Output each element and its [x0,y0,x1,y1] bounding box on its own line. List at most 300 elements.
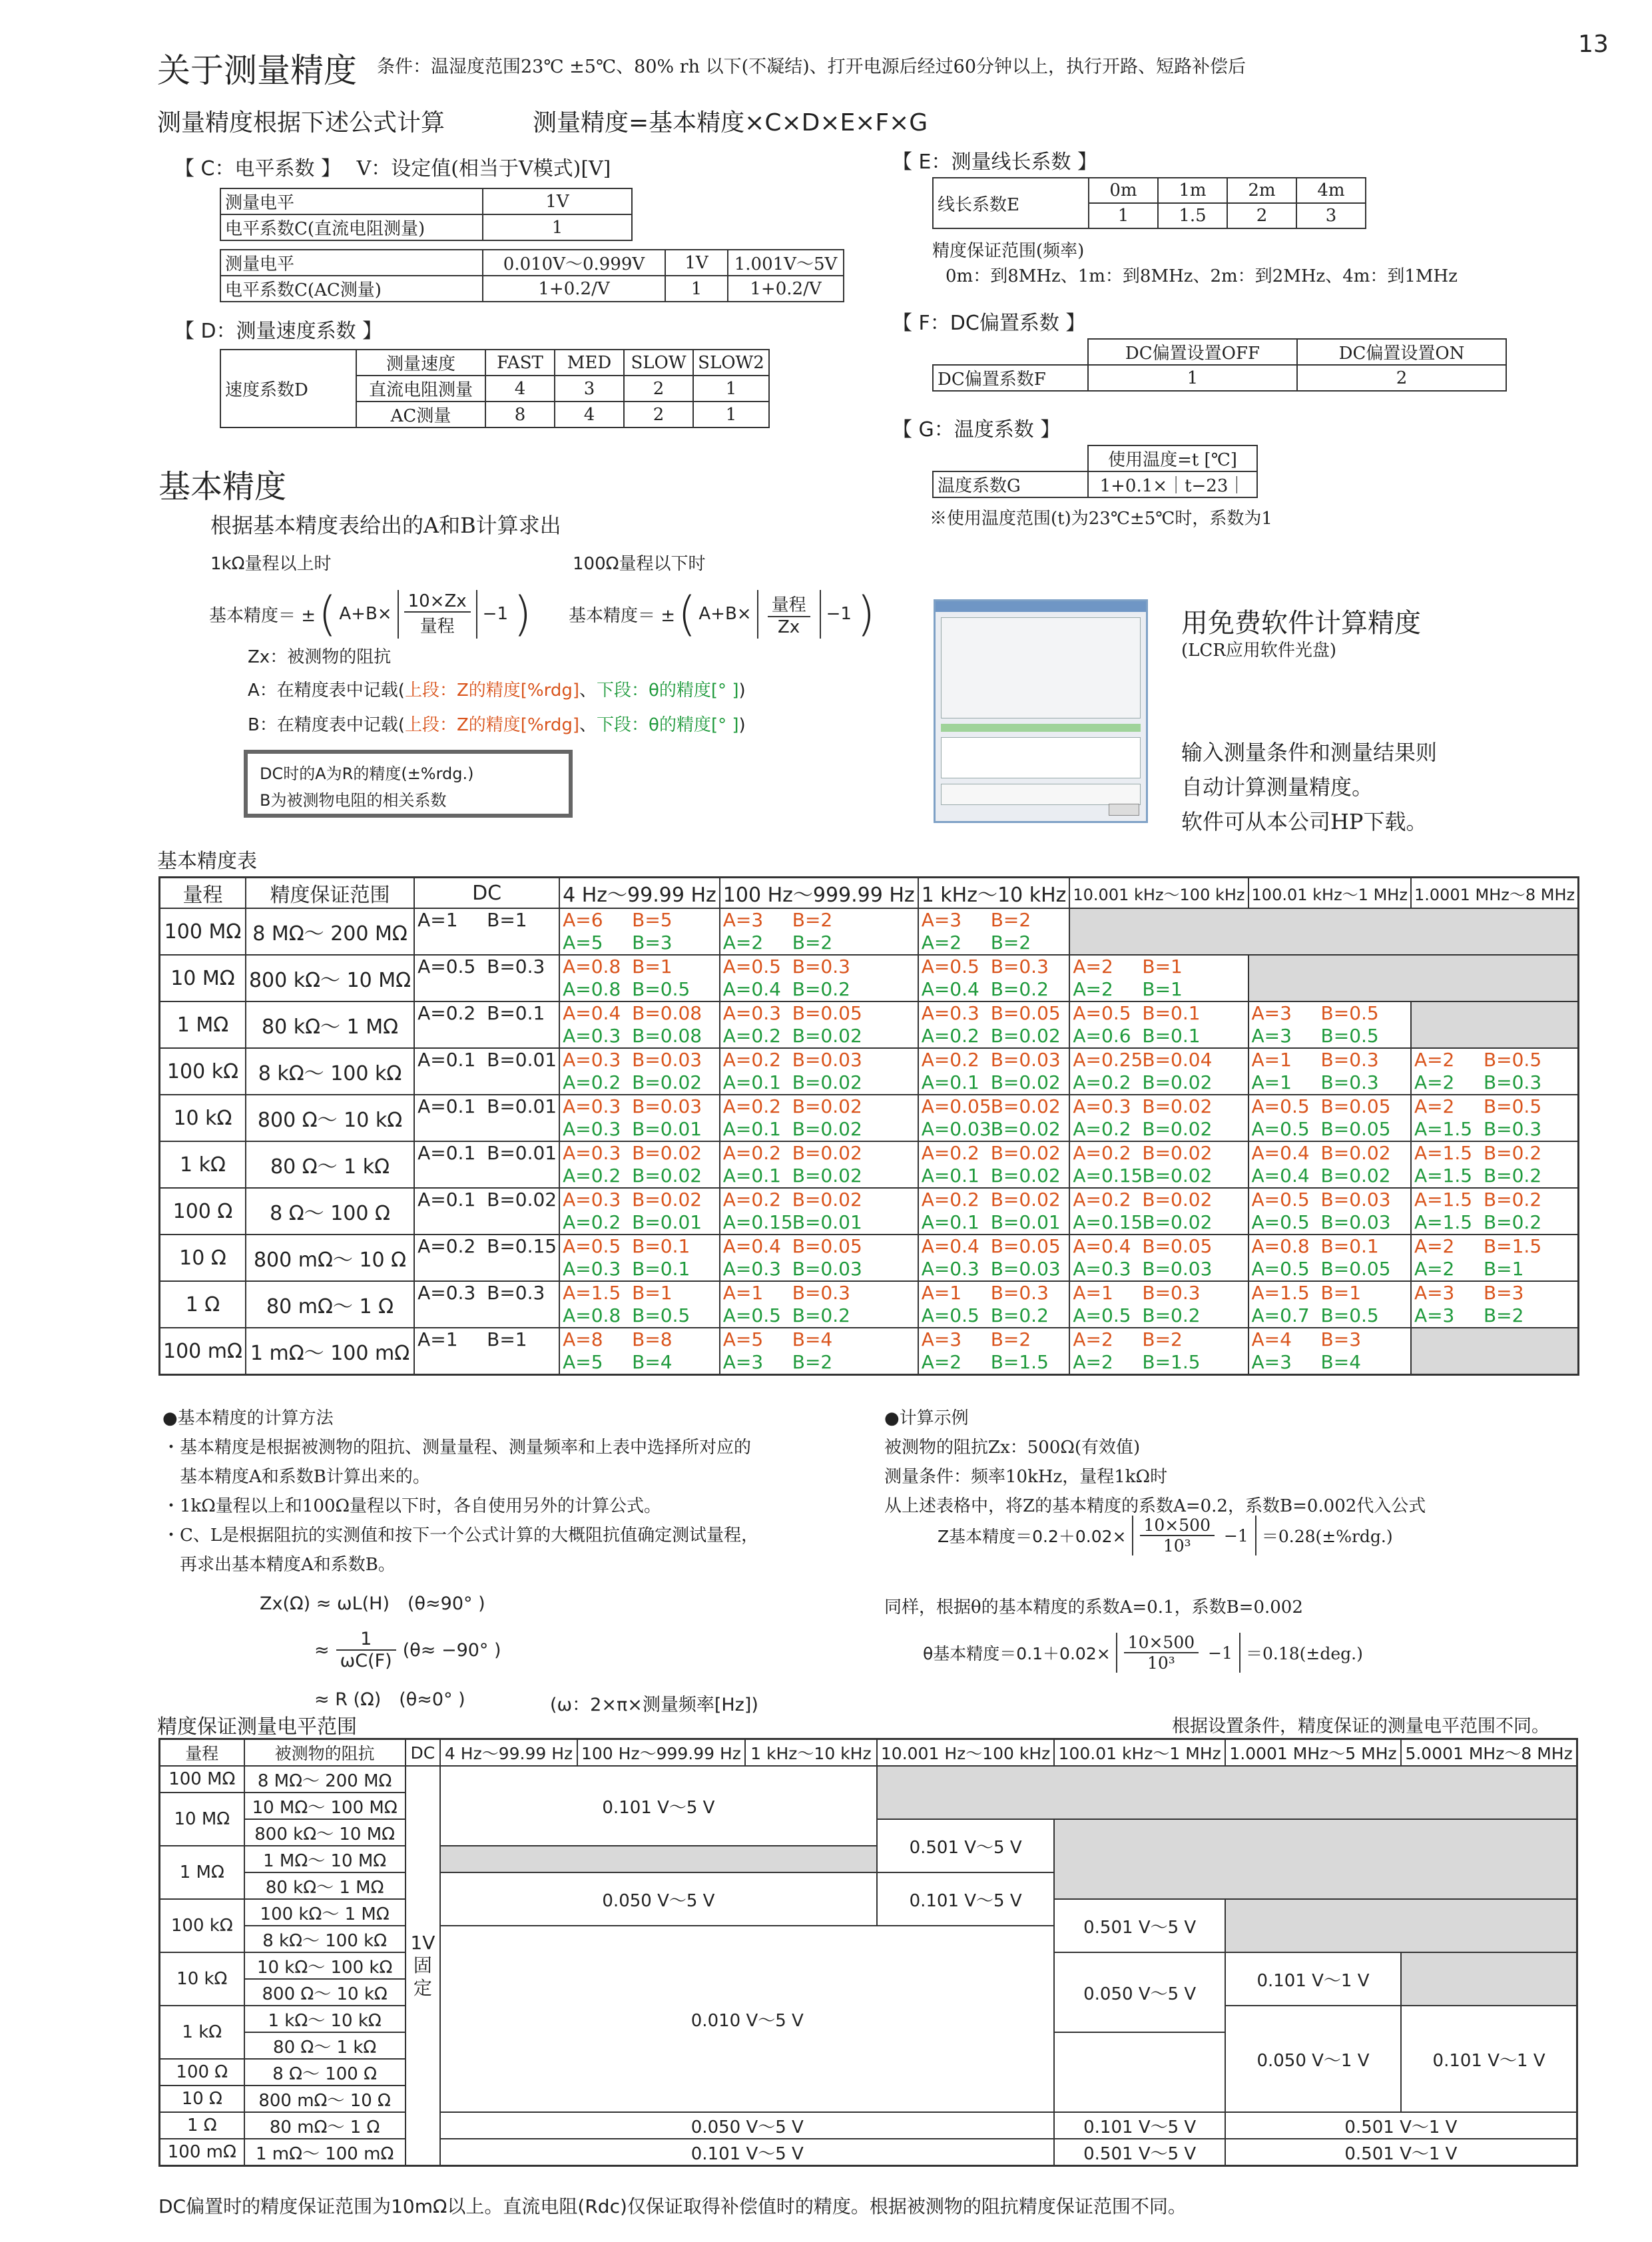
bat-cell [559,1141,720,1188]
z-a: A=0.5 [722,956,781,978]
cell: 2 [624,402,693,427]
theta-a: A=0.5 [722,1304,781,1326]
bat-cell-na [1248,955,1579,1001]
bat-cell [414,1001,559,1048]
theta-a: A=3 [1251,1351,1292,1373]
bat-header: 1.0001 MHz～8 MHz [1411,878,1579,909]
minus-one: −1 [1208,1643,1233,1663]
z-b: B=0.02 [990,1095,1061,1117]
theta-b: B=3 [632,932,673,954]
bat-header: 精度保证范围 [246,878,414,909]
z-a: A=0.8 [563,956,621,978]
z-a: A=0.2 [722,1095,781,1117]
cell: DC偏置设置ON [1297,339,1506,365]
cell: 4 [485,376,555,402]
cell: 4m [1296,178,1366,203]
theta-a: A=0.5 [1251,1118,1310,1140]
bat-cell [414,1235,559,1281]
bat-cell [720,1235,918,1281]
z-a: A=8 [563,1328,603,1350]
dc-b: B=0.3 [487,1282,545,1304]
theta-a: A=0.3 [722,1258,781,1280]
cell: 温度系数G [933,471,1088,497]
theta-b: B=0.02 [632,1071,702,1093]
window-panel [941,617,1141,718]
bat-cell [720,1141,918,1188]
cell: 直流电阻测量 [356,376,485,402]
label-100-range: 100Ω量程以下时 [573,554,706,574]
cell: 测量电平 [220,250,483,276]
dc-note-line2: B为被测物电阻的相关系数 [260,791,447,810]
c-level-table-ac [220,249,844,302]
calc-method-line: ・C、L是根据阻抗的实测值和按下一个公式计算的大概阻抗值确定测试量程， [162,1526,759,1545]
cell: DC偏置系数F [933,365,1088,391]
lvl-range: 1 MΩ [160,1846,244,1899]
theta-a: A=0.3 [563,1258,621,1280]
theta-b: B=4 [1320,1351,1362,1373]
theta-b: B=0.02 [792,1165,862,1187]
cell: 2 [1297,365,1506,391]
bat-cell [918,955,1070,1001]
bat-cell [1248,1188,1411,1235]
bat-header: 100 Hz～999.99 Hz [720,878,918,909]
theta-b: B=2 [990,932,1031,954]
bat-cell [1248,1281,1411,1328]
bat-cell: 8 MΩ～ 200 MΩ [246,908,414,955]
lvl-header: 1 kHz～10 kHz [745,1739,877,1767]
cell: 1V [483,188,632,214]
theta-b: B=0.2 [792,978,850,1000]
dc-a: A=0.2 [417,1235,476,1257]
theta-a: A=0.03 [921,1118,991,1140]
frac-den: 量程 [419,616,455,637]
cell: 1 [693,402,769,427]
bat-cell [559,1235,720,1281]
theta-a: A=0.2 [722,1025,781,1047]
z-b: B=0.03 [1320,1189,1391,1211]
z-b: B=0.08 [632,1002,702,1024]
lvl-cell: 0.101 V～1 V [1401,2006,1577,2112]
theta-b: B=0.03 [990,1258,1061,1280]
formula-main: 测量精度=基本精度×C×D×E×F×G [533,109,928,137]
bat-cell [918,1048,1070,1095]
lvl-header: 1.0001 MHz～5 MHz [1225,1739,1401,1767]
cell [933,445,1088,471]
theta-b: B=0.02 [1320,1165,1391,1187]
theta-a: A=0.1 [722,1118,781,1140]
z-b: B=4 [792,1328,833,1350]
approx-formula-1: Zx(Ω) ≈ ωL(H) (θ≈90° ) [260,1593,485,1614]
theta-b: B=0.2 [792,1304,850,1326]
theta-a: A=0.5 [1073,1304,1131,1326]
software-title: 用免费软件计算精度 [1181,608,1421,639]
example-theta-intro: 同样，根据θ的基本精度的系数A=0.1，系数B=0.002 [884,1597,1303,1617]
cell: 测量电平 [220,188,483,214]
bat-cell: 80 kΩ～ 1 MΩ [246,1001,414,1048]
theta-b: B=0.01 [632,1211,702,1233]
lvl-cell: 0.010 V～5 V [440,1926,1054,2112]
lvl-imp: 100 kΩ～ 1 MΩ [244,1899,406,1926]
z-b: B=0.02 [990,1142,1061,1164]
dc-a: A=0.1 [417,1049,476,1071]
z-a: A=3 [722,909,764,931]
a-note-prefix: A：在精度表中记载( [248,681,405,701]
lvl-dc-fixed: 1V 固 定 [406,1766,440,2166]
frac-den: Zx [777,617,800,637]
bat-cell-na [1411,1001,1579,1048]
z-a: A=4 [1251,1328,1292,1350]
cell: 1 [693,376,769,402]
lvl-header: DC [406,1739,440,1767]
abs-bars [398,590,477,639]
z-b: B=1 [632,1282,673,1304]
z-b: B=3 [1483,1282,1524,1304]
theta-a: A=0.5 [1251,1258,1310,1280]
theta-a: A=0.3 [921,1258,979,1280]
z-a: A=0.4 [921,1235,979,1257]
bat-cell [414,1048,559,1095]
z-b: B=1 [1142,956,1183,978]
window-button [1109,804,1139,816]
bat-cell [918,1328,1070,1375]
cell: 1+0.2/V [728,276,844,302]
theta-a: A=5 [563,1351,603,1373]
lvl-cell: 0.101 V～5 V [440,2139,1054,2166]
cell: 0.010V～0.999V [483,250,665,276]
bat-cell [559,1188,720,1235]
lvl-cell: 0.050 V～5 V [440,1872,877,1926]
formula-lhs: 基本精度＝ ± [569,605,676,626]
theta-b: B=0.2 [1483,1211,1542,1233]
theta-b: B=0.5 [632,978,690,1000]
minus-one: −1 [826,604,852,624]
formula-ab: A+B× [698,604,752,624]
paren-open: ( [318,587,337,641]
calc-method-line: ・基本精度是根据被测物的阻抗、测量量程、测量频率和上表中选择所对应的 [162,1438,752,1458]
minus-one: −1 [1223,1526,1248,1545]
theta-b: B=0.02 [1142,1118,1213,1140]
theta-a: A=0.2 [921,1025,979,1047]
bat-cell: 100 mΩ [160,1328,246,1375]
formula-ab: A+B× [339,604,392,624]
bat-cell [1248,1095,1411,1141]
theta-a: A=2 [1414,1258,1455,1280]
theta-b: B=1.5 [990,1351,1049,1373]
theta-b: B=0.5 [632,1304,690,1326]
bat-cell [559,908,720,955]
minus-one: −1 [482,604,508,624]
z-a: A=0.2 [921,1142,979,1164]
lvl-cell-na [1225,1899,1577,1952]
bat-cell [1069,955,1248,1001]
theta-b: B=1.5 [1142,1351,1201,1373]
bat-cell [720,1328,918,1375]
bat-cell [1069,1095,1248,1141]
theta-a: A=0.15 [722,1211,793,1233]
lvl-imp: 10 kΩ～ 100 kΩ [244,1952,406,1979]
lvl-imp: 80 Ω～ 1 kΩ [244,2032,406,2059]
example-line: 被测物的阻抗Zx：500Ω(有效值) [884,1438,1141,1458]
theta-a: A=0.2 [563,1071,621,1093]
bat-cell [1069,1281,1248,1328]
cell: 1+0.1×｜t−23｜ [1088,471,1257,497]
software-subtitle: (LCR应用软件光盘) [1181,641,1337,661]
z-a: A=0.5 [563,1235,621,1257]
cell: MED [555,350,624,376]
cell: 3 [555,376,624,402]
z-a: A=2 [1414,1095,1455,1117]
lvl-range: 10 Ω [160,2086,244,2112]
z-b: B=0.3 [1320,1049,1379,1071]
theta-b: B=2 [792,1351,833,1373]
cell: 1 [665,276,728,302]
cell: 1+0.2/V [483,276,665,302]
lower-note: 下段：θ的精度[° ] [597,715,739,735]
lvl-cell: 0.101 V～5 V [877,1872,1055,1926]
theta-a: A=0.5 [921,1304,979,1326]
bat-cell [1069,1328,1248,1375]
lvl-footer: DC偏置时的精度保证范围为10mΩ以上。直流电阻(Rdc)仅保证取得补偿值时的精度。根据被测物的阻抗精度保证范围不同。 [158,2195,1187,2217]
upper-note: 上段：Z的精度[%rdg] [404,715,580,735]
frac-den: ωC(F) [340,1651,392,1671]
lvl-header: 5.0001 MHz～8 MHz [1401,1739,1577,1767]
cell: FAST [485,350,555,376]
theta-a: A=1.5 [1414,1118,1473,1140]
e-length-table [932,177,1366,229]
bat-cell [1248,1001,1411,1048]
lvl-imp: 8 kΩ～ 100 kΩ [244,1926,406,1952]
bat-cell [1069,1141,1248,1188]
theta-b: B=0.05 [1320,1118,1391,1140]
example-title: ●计算示例 [884,1408,969,1428]
frac-num: 10×500 [1140,1516,1215,1536]
theta-a: A=0.15 [1073,1165,1143,1187]
z-b: B=0.05 [1142,1235,1213,1257]
bat-cell [1248,1328,1411,1375]
lvl-header: 100.01 kHz～1 MHz [1054,1739,1225,1767]
z-a: A=0.2 [722,1142,781,1164]
z-a: A=0.3 [563,1142,621,1164]
theta-b: B=1 [1142,978,1183,1000]
z-a: A=0.3 [921,1002,979,1024]
cell: 1m [1158,178,1227,203]
lvl-imp: 8 MΩ～ 200 MΩ [244,1766,406,1793]
g-temp-table [932,445,1258,498]
cell: 1 [1088,365,1297,391]
cell: 使用温度=t [℃] [1088,445,1257,471]
theta-a: A=0.15 [1073,1211,1143,1233]
basic-title: 基本精度 [158,468,287,505]
bat-cell [1248,1141,1411,1188]
theta-a: A=0.2 [1073,1071,1131,1093]
software-desc-line: 软件可从本公司HP下载。 [1181,809,1428,834]
page-title: 关于测量精度 [157,51,357,90]
bat-cell: 100 Ω [160,1188,246,1235]
z-b: B=2 [1142,1328,1183,1350]
z-a: A=2 [1073,1328,1113,1350]
cell: 0m [1089,178,1158,203]
lvl-range: 1 kΩ [160,2006,244,2059]
cell: DC偏置设置OFF [1088,339,1297,365]
cell: 4 [555,402,624,427]
z-a: A=1 [722,1282,764,1304]
theta-b: B=0.3 [1483,1071,1542,1093]
lvl-cell: 0.101 V～5 V [440,1766,877,1846]
theta-a: A=0.5 [1251,1211,1310,1233]
lvl-cell: 0.501 V～1 V [1225,2112,1577,2139]
basic-accuracy-table [158,876,1579,1376]
lvl-imp: 1 MΩ～ 10 MΩ [244,1846,406,1872]
software-desc-line: 自动计算测量精度。 [1181,774,1374,800]
theta-b: B=4 [632,1351,673,1373]
theta-b: B=0.3 [1320,1071,1379,1093]
bat-cell [918,1095,1070,1141]
page-number: 13 [1578,31,1609,58]
lvl-cell: 0.050 V～5 V [440,2112,1054,2139]
lvl-range: 1 Ω [160,2112,244,2139]
bat-cell [559,1095,720,1141]
bat-cell [1411,1281,1579,1328]
frac-num: 1 [336,1629,396,1651]
cell: 电平系数C(AC测量) [220,276,483,302]
z-b: B=0.5 [1483,1095,1542,1117]
theta-a: A=0.6 [1073,1025,1131,1047]
suffix: ) [738,681,746,701]
c-section-subtitle: V：设定值(相当于V模式)[V] [356,157,611,180]
lvl-header: 被测物的阻抗 [244,1739,406,1767]
calc-method-line: 再求出基本精度A和系数B。 [162,1555,396,1575]
lvl-range: 10 kΩ [160,1952,244,2006]
z-a: A=0.25 [1073,1049,1143,1071]
z-b: B=0.02 [792,1189,862,1211]
z-b: B=0.02 [632,1189,702,1211]
dc-b: B=0.01 [487,1095,557,1117]
software-screenshot [934,599,1148,823]
z-b: B=1 [632,956,673,978]
abs-bars [1116,1633,1240,1673]
window-panel [941,737,1141,778]
z-b: B=2 [792,909,833,931]
theta-b: B=0.2 [1142,1304,1201,1326]
cell: 1.001V～5V [728,250,844,276]
theta-a: A=1.5 [1414,1211,1473,1233]
z-a: A=0.4 [1073,1235,1131,1257]
dc-b: B=0.1 [487,1002,545,1024]
bat-cell [720,955,918,1001]
bat-header: 1 kHz～10 kHz [918,878,1070,909]
theta-a: A=0.2 [1073,1118,1131,1140]
z-a: A=1 [1251,1049,1292,1071]
lower-note: 下段：θ的精度[° ] [597,681,739,701]
t-lhs: θ基本精度＝0.1＋0.02× [923,1644,1111,1663]
theta-b: B=0.2 [990,1304,1049,1326]
theta-a: A=2 [1073,1351,1113,1373]
z-a: A=1 [1073,1282,1113,1304]
dc-note-line1: DC时的A为R的精度(±%rdg.) [260,764,474,783]
theta-b: B=0.02 [1142,1071,1213,1093]
theta-a: A=1 [1251,1071,1292,1093]
dc-b: B=0.15 [487,1235,557,1257]
e-range-text: 0m：到8MHz、1m：到8MHz、2m：到2MHz、4m：到1MHz [946,266,1458,286]
bat-cell: 1 MΩ [160,1001,246,1048]
theta-a: A=2 [722,932,764,954]
formula-lhs: 基本精度＝ ± [209,605,316,626]
z-a: A=1.5 [563,1282,621,1304]
bat-cell: 1 kΩ [160,1141,246,1188]
lvl-cell: 0.501 V～5 V [1054,2139,1225,2166]
dc-b: B=0.01 [487,1049,557,1071]
b-note-prefix: B：在精度表中记载( [248,715,405,735]
z-a: A=0.5 [1251,1095,1310,1117]
bat-cell: 80 mΩ～ 1 Ω [246,1281,414,1328]
z-a: A=6 [563,909,603,931]
theta-b: B=0.02 [990,1118,1061,1140]
level-range-table [158,1738,1578,2167]
z-a: A=0.8 [1251,1235,1310,1257]
window-bar [941,724,1141,732]
dc-a: A=1 [417,1328,458,1350]
z-a: A=0.4 [1251,1142,1310,1164]
z-a: A=0.5 [921,956,979,978]
z-a: A=0.2 [921,1049,979,1071]
theta-b: B=0.02 [990,1071,1061,1093]
frac-den: 10³ [1163,1536,1191,1555]
theta-a: A=0.4 [722,978,781,1000]
lvl-cell-na [877,1766,1577,1819]
bat-cell-na [1411,1328,1579,1375]
theta-a: A=0.2 [563,1211,621,1233]
bat-cell [1411,1095,1579,1141]
cell: 线长系数E [933,178,1089,228]
bat-cell: 10 MΩ [160,955,246,1001]
z-b: B=0.03 [632,1049,702,1071]
z-b: B=0.02 [1142,1189,1213,1211]
z-a: A=1.5 [1414,1142,1473,1164]
z-a: A=0.3 [563,1049,621,1071]
lvl-caption-right: 根据设置条件，精度保证的测量电平范围不同。 [1172,1716,1549,1737]
conditions-text: 条件：温湿度范围23℃ ±5℃、80% rh 以下(不凝结)、打开电源后经过60分钟以上，执行开路、短路补偿后 [377,57,1246,77]
z-a: A=0.4 [563,1002,621,1024]
omega-note: (ω：2×π×测量频率[Hz]) [550,1695,758,1715]
bat-header: DC [414,878,559,909]
z-lhs: Z基本精度＝0.2＋0.02× [938,1527,1127,1546]
z-b: B=3 [1320,1328,1362,1350]
formula-intro: 测量精度根据下述公式计算 [157,109,445,137]
frac-num: 量程 [768,591,810,617]
theta-a: A=2 [921,932,962,954]
theta-b: B=0.5 [1320,1304,1379,1326]
theta-a: A=0.1 [921,1165,979,1187]
bat-cell [1411,1235,1579,1281]
bat-cell [559,955,720,1001]
z-b: B=0.3 [990,1282,1049,1304]
lvl-cell: 0.101 V～1 V [1225,1952,1401,2006]
frac-num: 10×Zx [404,591,471,613]
bat-cell [1248,1048,1411,1095]
lvl-imp: 1 mΩ～ 100 mΩ [244,2139,406,2166]
theta-b: B=0.08 [632,1025,702,1047]
basic-intro: 根据基本精度表给出的A和B计算求出 [210,513,561,538]
calc-method [162,1404,758,1579]
theta-b: B=0.5 [1320,1025,1379,1047]
theta-a: A=2 [1414,1071,1455,1093]
dc-b: B=0.3 [487,956,545,978]
theta-b: B=0.01 [632,1118,702,1140]
z-b: B=0.2 [1483,1142,1542,1164]
theta-a: A=0.3 [1073,1258,1131,1280]
z-a: A=3 [1414,1282,1455,1304]
lvl-cell: 0.101 V～5 V [1054,2112,1225,2139]
